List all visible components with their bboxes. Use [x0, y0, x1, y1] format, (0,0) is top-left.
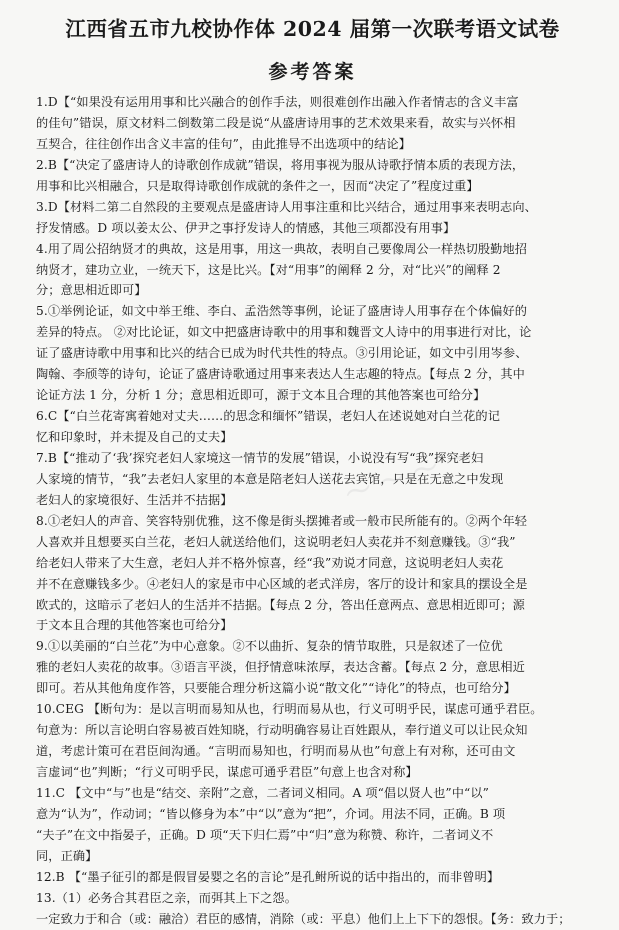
answer-line: 8.①老妇人的声音、笑容特别优雅，这不像是街头摆摊者或一般市民所能有的。②两个年轻 — [36, 513, 528, 528]
answer-line: 抒发情感。D 项以姜太公、伊尹之事抒发诗人的情感，其他三项都没有用事】 — [36, 220, 456, 235]
answer-line: 分；意思相近即可】 — [36, 283, 147, 298]
page-subtitle: 参考答案 — [268, 61, 357, 83]
answer-line: 13.（1）必务合其君臣之亲，而弭其上下之怨。 — [36, 890, 297, 905]
answer-line: 一定致力于和合（或：融洽）君臣的感情，消除（或：平息）他们上上下下的怨恨。【务：致力于； — [36, 911, 571, 926]
answer-line: 论证方法 1 分，分析 1 分；意思相近即可，源于文本且合理的其他答案也可给分】 — [36, 388, 486, 403]
answer-line: “夫子”在文中指晏子，正确。D 项“天下归仁焉”中“归”意为称赞、称许，二者词义不 — [36, 827, 494, 842]
answer-line: 9.①以美丽的“白兰花”为中心意象。②不以曲折、复杂的情节取胜，只是叙述了一位优 — [36, 639, 503, 654]
answer-line: 5.①举例论证，如文中举王维、李白、孟浩然等事例，论证了盛唐诗人用事存在个体偏好的 — [36, 304, 528, 319]
answer-line: 6.C【“白兰花寄寓着她对丈夫……的思念和缅怀”错误，老妇人在述说她对白兰花的记 — [36, 409, 500, 424]
answer-line: 证了盛唐诗歌中用事和比兴的结合已成为时代共性的特点。③引用论证，如文中引用岑参、 — [36, 346, 528, 361]
answer-line: 纳贤才，建功立业，一统天下，这是比兴。【对“用事”的阐释 2 分，对“比兴”的阐释 2 — [36, 262, 501, 277]
answer-line: 用事和比兴相融合，只是取得诗歌创作成就的条件之一，因而“决定了”程度过重】 — [36, 178, 479, 193]
answer-line: 忆和印象时，并未提及自己的丈夫】 — [36, 430, 233, 444]
answer-line: 并不在意赚钱多少。④老妇人的家是市中心区域的老式洋房，客厅的设计和家具的摆设全是 — [36, 576, 528, 591]
answer-line: 3.D【材料二第二自然段的主要观点是盛唐诗人用事注重和比兴结合，通过用事来表明志向、 — [36, 199, 537, 214]
answer-line: 11.C 【文中“与”也是“结交、亲附”之意，二者词义相同。A 项“倡以贤人也”中“以” — [36, 785, 489, 800]
answer-line: 于文本且合理的其他答案也可给分】 — [36, 618, 233, 633]
answer-line: 老妇人的家境很好、生活并不拮据】 — [36, 492, 233, 507]
answer-line: 句意为：所以言论明白容易被百姓知晓，行动明确容易让百姓跟从，奉行道义可以让民众知 — [36, 723, 528, 738]
answer-line: 即可。若从其他角度作答，只要能合理分析这篇小说“散文化”“诗化”的特点，也可给分】 — [36, 681, 516, 696]
answer-line: 差异的特点。 ②对比论证，如文中把盛唐诗歌中的用事和魏晋文人诗中的用事进行对比，论 — [36, 325, 532, 340]
watermark: 〜 〜 〜 〜 — [341, 441, 476, 511]
answer-line: 言虚词“也”判断；“行义可明乎民，谋虑可通乎君臣”句意上也含对称】 — [36, 765, 418, 779]
answer-line: 陶翰、李颀等的诗句，论证了盛唐诗歌通过用事来表达人生志趣的特点。【每点 2 分，其中 — [36, 367, 525, 382]
answer-line: 2.B【“决定了盛唐诗人的诗歌创作成就”错误，将用事视为服从诗歌抒情本质的表现方法， — [36, 157, 525, 172]
answer-line: 互契合，往往创作出含义丰富的佳句”，由此推导不出选项中的结论】 — [36, 136, 411, 151]
answer-line: 道，考虑计策可在君臣间沟通。“言明而易知也，行明而易从也”句意上有对称，还可由文 — [36, 744, 516, 759]
answer-line: 1.D【“如果没有运用用事和比兴融合的创作手法，则很难创作出融入作者情志的含义丰富 — [36, 95, 519, 109]
answer-line: 的佳句”错误，原文材料二倒数第二段是说“从盛唐诗用事的艺术效果来看，故实与兴怀相 — [36, 115, 516, 130]
answer-line: 欧式的，这暗示了老妇人的生活并不拮据。【每点 2 分，答出任意两点、意思相近即可；源 — [36, 597, 525, 612]
answer-line: 7.B【“推动了‘我’探究老妇人家境这一情节的发展”错误，小说没有写“我”探究老妇 — [36, 450, 484, 465]
page-title: 江西省五市九校协作体 2024 届第一次联考语文试卷 — [65, 17, 560, 41]
answer-line: 10.CEG 【断句为：是以言明而易知从也，行明而易从也，行义可明乎民，谋虑可通乎君臣。 — [36, 702, 543, 717]
answer-line: 人家境的情节，“我”去老妇人家里的本意是陪老妇人送花去宾馆，只是在无意之中发现 — [36, 471, 504, 486]
answer-line: 人喜欢并且想要买白兰花，老妇人就送给他们，这说明老妇人卖花并不刻意赚钱。③“我” — [36, 534, 516, 549]
answer-line: 意为“认为”，作动词；“皆以修身为本”中“以”意为“把”，介词。用法不同，正确。B 项 — [36, 806, 506, 821]
answer-line: 给老妇人带来了大生意，老妇人并不格外惊喜，经“我”劝说才同意，这说明老妇人卖花 — [36, 555, 504, 570]
answer-line: 同，正确】 — [36, 848, 98, 863]
answer-line: 雅的老妇人卖花的故事。③语言平淡，但抒情意味浓厚，表达含蓄。【每点 2 分，意思相近 — [36, 660, 525, 675]
answer-line: 12.B 【“墨子征引的都是假冒晏婴之名的言论”是孔鲋所说的话中指出的，而非曾明】 — [36, 869, 500, 884]
answer-content — [36, 92, 589, 930]
answer-line: 4.用了周公招纳贤才的典故，这是用事，用这一典故，表明自己要像周公一样热切殷勤地招 — [36, 241, 528, 256]
